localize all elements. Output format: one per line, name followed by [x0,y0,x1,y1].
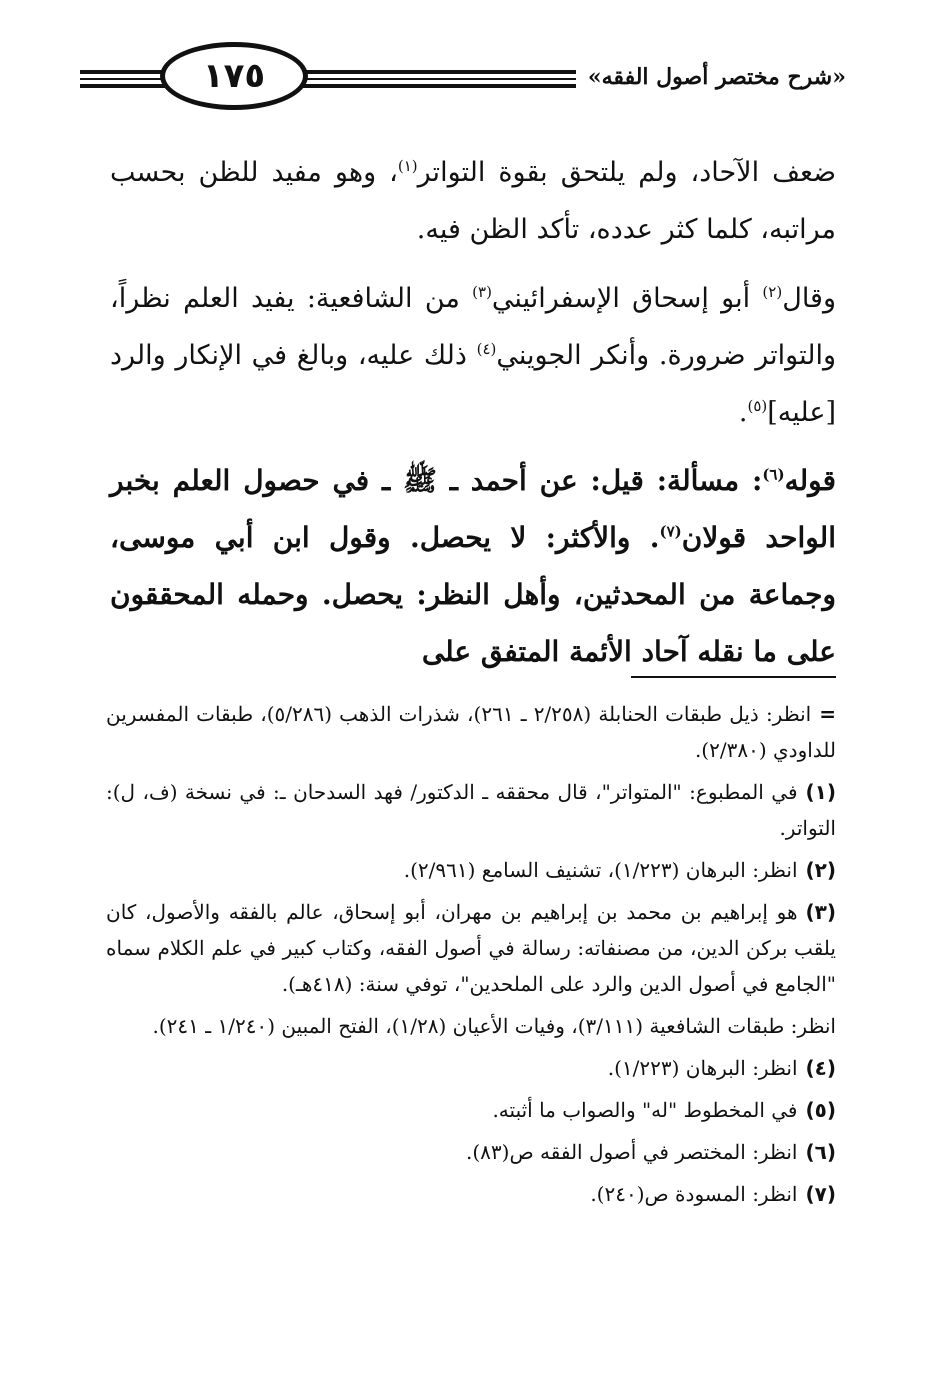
page-number: ١٧٥ [202,56,266,96]
footnote-marker: = [819,702,837,726]
footnote-text: انظر: المسودة ص(٢٤٠). [590,1182,798,1206]
footnote [106,1134,836,1170]
text-run: وقال [782,283,836,314]
footnote-text: انظر: البرهان (١/٢٢٣)، تشنيف السامع (٢/٩٦١). [403,858,798,882]
footnote-marker: (٣) [805,900,836,924]
footnotes [106,696,836,1218]
footnote-ref: (٦) [762,465,785,484]
footnote-marker: (٢) [805,858,836,882]
text-run: من الشافعية: يفيد العلم نظراً، والتواتر ضرورة. وأنكر الجويني [110,283,837,371]
text-run: قوله [784,464,836,497]
text-run: . [738,397,748,428]
page-number-badge [160,42,308,110]
footnote-separator [631,676,836,678]
footnote-ref: (٥) [747,397,768,415]
footnote-text: هو إبراهيم بن محمد بن إبراهيم بن مهران، أبو إسحاق، عالم بالفقه والأصول، كان يلقب بركن الدين، من مصنفاته: رسالة في أصول الفقه، وكتاب كبير في علم الكلام سماه "الجامع في أصول الدين والرد على الملحدين"، توفي سنة: (٤١٨هـ). [106,900,836,996]
footnote [106,696,836,768]
text-run: ضعف الآحاد، ولم يلتحق بقوة التواتر [417,157,836,188]
footnote-marker: (٦) [805,1140,836,1164]
footnote-text: انظر: طبقات الشافعية (٣/١١١)، وفيات الأعيان (١/٢٨)، الفتح المبين (١/٢٤٠ ـ ٢٤١). [152,1014,836,1038]
text-run: أبو إسحاق الإسفرائيني [491,283,763,314]
footnote [106,894,836,1002]
page-header [80,36,846,122]
footnote-marker: (٤) [805,1056,836,1080]
footnote-ref: (٤) [476,340,497,358]
footnote-ref: (٢) [762,283,783,301]
footnote-text: انظر: المختصر في أصول الفقه ص(٨٣). [465,1140,798,1164]
footnote-marker: (٧) [805,1182,836,1206]
footnote-marker: (١) [805,780,836,804]
quoted-matn-paragraph [110,452,836,680]
footnote-ref: (٧) [659,522,682,541]
text-run: . والأكثر: لا يحصل. وقول ابن أبي موسى، وجماعة من المحدثين، وأهل النظر: يحصل. وحمله المحققون على ما نقله آحاد الأئمة المتفق على [110,521,836,668]
running-title: «شرح مختصر أصول الفقه» [576,62,846,92]
paragraph [110,144,836,258]
footnote [106,1050,836,1086]
footnote [106,1092,836,1128]
footnote [106,852,836,888]
footnote-text: في المخطوط "له" والصواب ما أثبته. [492,1098,798,1122]
footnote [106,1176,836,1212]
text-run: ذلك عليه، وبالغ في الإنكار والرد [عليه] [110,340,836,428]
footnote-ref: (٣) [472,283,492,301]
footnote-continuation [106,1008,836,1044]
footnote-text: انظر: البرهان (١/٢٢٣). [607,1056,798,1080]
footnote-text: انظر: ذيل طبقات الحنابلة (٢/٢٥٨ ـ ٢٦١)، شذرات الذهب (٥/٢٨٦)، طبقات المفسرين للداودي (٢/٣٨٠). [106,702,836,762]
text-run: : مسألة: قيل: عن أحمد ـ ﷺ ـ في حصول العلم بخبر الواحد قولان [110,464,836,554]
paragraph [110,270,836,441]
footnote-ref: (١) [397,157,418,175]
footnote-text: في المطبوع: "المتواتر"، قال محققه ـ الدكتور/ فهد السدحان ـ: في نسخة (ف، ل): التواتر. [106,780,836,840]
footnote [106,774,836,846]
footnote-marker: (٥) [805,1098,836,1122]
text-run: ، وهو مفيد للظن بحسب مراتبه، كلما كثر عدده، تأكد الظن فيه. [110,157,836,245]
